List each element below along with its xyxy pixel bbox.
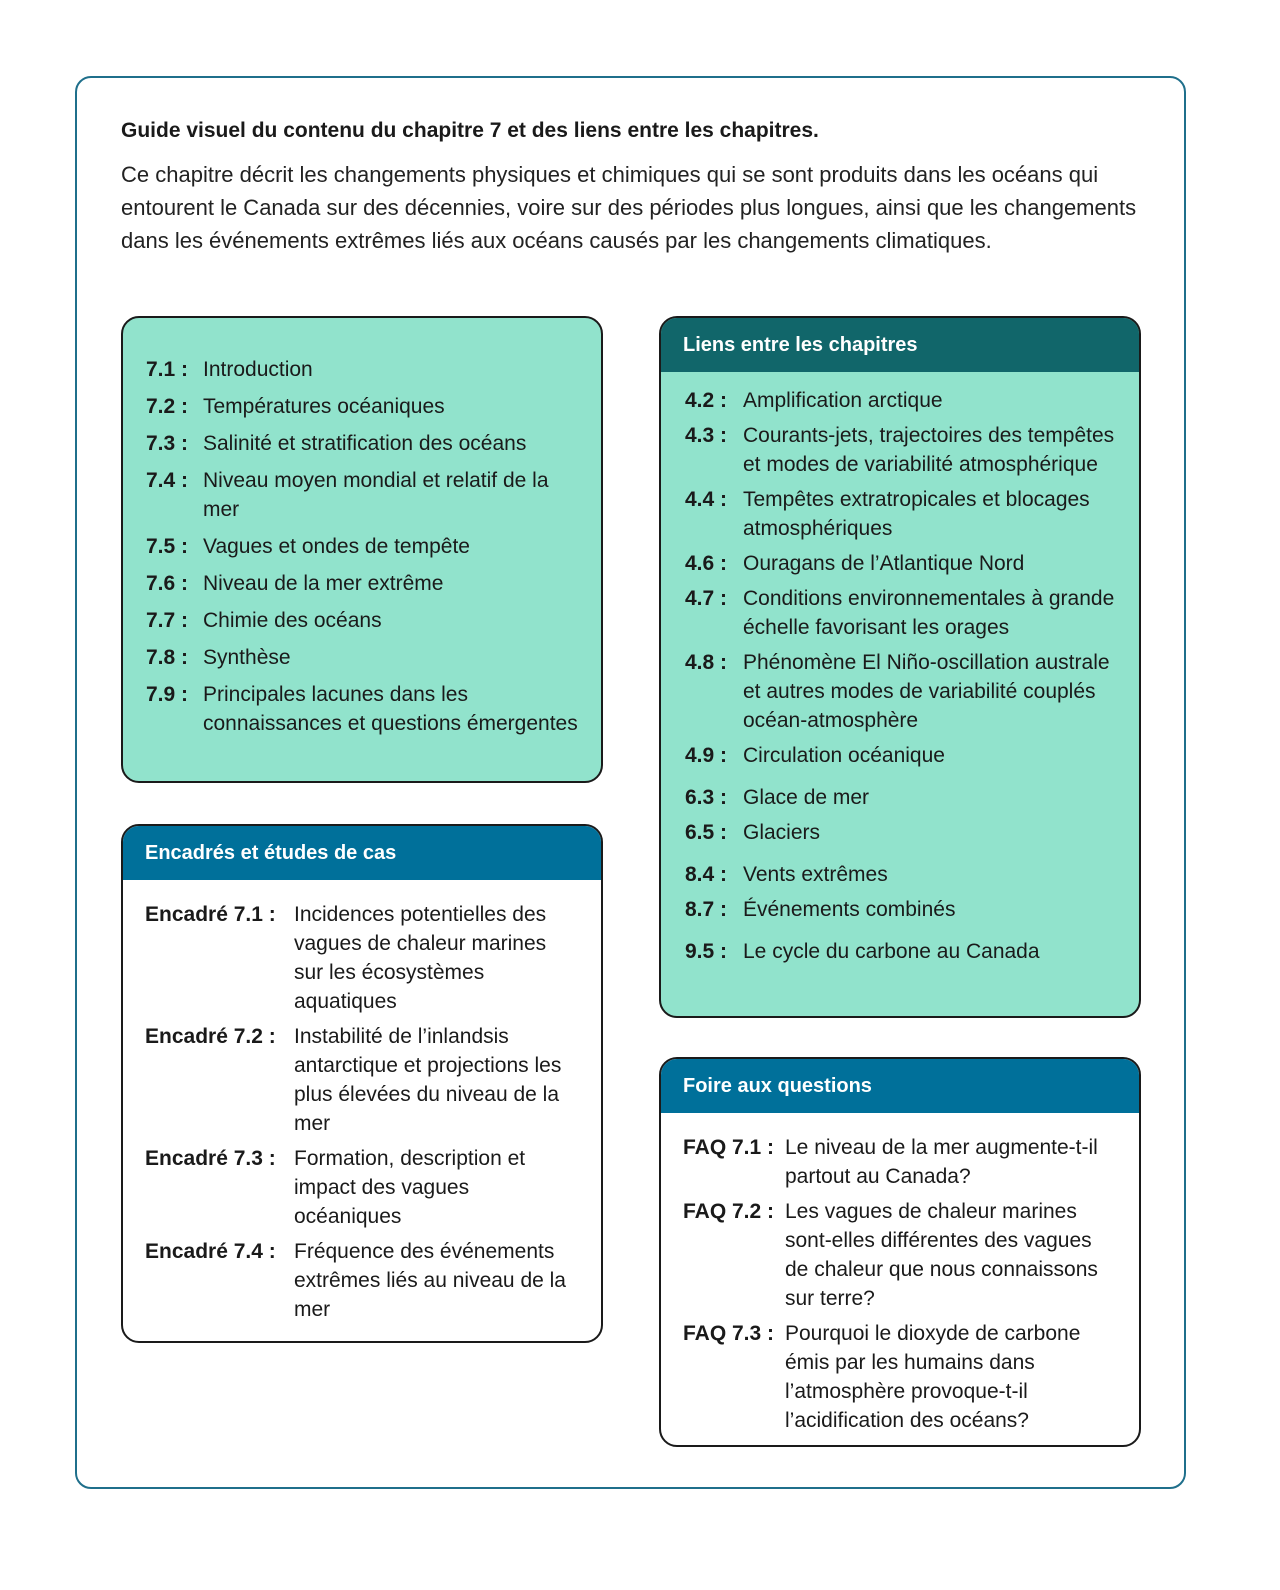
link-title: Amplification arctique — [743, 389, 943, 412]
section-title: Niveau de la mer extrême — [203, 572, 444, 595]
chapter-section-item[interactable] — [146, 392, 581, 421]
link-number: 4.4 : — [685, 488, 728, 511]
chapter-links-box — [659, 316, 1141, 1018]
chapter-section-item[interactable] — [146, 606, 581, 635]
chapter-section-item[interactable] — [146, 429, 581, 458]
section-number: 7.1 : — [146, 358, 189, 381]
faq-heading: Foire aux questions — [661, 1059, 1139, 1113]
faq-box — [659, 1057, 1141, 1447]
section-number: 7.3 : — [146, 432, 189, 455]
faq-question: Le niveau de la mer augmente-t-il partout au Canada? — [785, 1136, 1098, 1188]
case-studies-box — [121, 824, 603, 1343]
section-number: 7.7 : — [146, 609, 189, 632]
link-number: 4.6 : — [685, 552, 728, 575]
page-title: Guide visuel du contenu du chapitre 7 et des liens entre les chapitres. — [121, 119, 819, 142]
section-number: 7.9 : — [146, 683, 189, 706]
case-study-item[interactable] — [145, 1022, 581, 1138]
case-study-title: Fréquence des événements extrêmes liés au niveau de la mer — [294, 1240, 566, 1321]
link-number: 6.3 : — [685, 786, 728, 809]
section-title: Salinité et stratification des océans — [203, 432, 527, 455]
link-number: 4.7 : — [685, 587, 728, 610]
chapter-link-item[interactable] — [685, 421, 1125, 479]
link-number: 4.8 : — [685, 651, 728, 674]
chapter-links-heading: Liens entre les chapitres — [661, 318, 1139, 372]
link-title: Circulation océanique — [743, 744, 945, 767]
link-number: 8.4 : — [685, 863, 728, 886]
link-title: Glace de mer — [743, 786, 870, 809]
link-title: Ouragans de l’Atlantique Nord — [743, 552, 1025, 575]
section-title: Chimie des océans — [203, 609, 382, 632]
chapter-section-item[interactable] — [146, 355, 581, 384]
chapter-link-item[interactable] — [685, 648, 1125, 735]
chapter-contents-box — [121, 316, 603, 783]
chapter-section-item[interactable] — [146, 569, 581, 598]
faq-item[interactable] — [683, 1133, 1119, 1191]
case-study-number: Encadré 7.1 : — [145, 903, 276, 926]
section-title: Principales lacunes dans les connaissances et questions émergentes — [203, 683, 578, 735]
chapter-link-item[interactable] — [685, 741, 1125, 770]
case-studies-heading: Encadrés et études de cas — [123, 826, 601, 880]
link-title: Événements combinés — [743, 898, 956, 921]
chapter-link-item[interactable] — [685, 783, 1125, 812]
section-title: Niveau moyen mondial et relatif de la mer — [203, 469, 549, 521]
faq-item[interactable] — [683, 1197, 1119, 1313]
link-number: 9.5 : — [685, 940, 728, 963]
faq-question: Les vagues de chaleur marines sont-elles différentes des vagues de chaleur que nous connaissons sur terre? — [785, 1200, 1098, 1310]
section-number: 7.2 : — [146, 395, 189, 418]
link-title: Le cycle du carbone au Canada — [743, 940, 1040, 963]
page-description: Ce chapitre décrit les changements physiques et chimiques qui se sont produits dans les océans qui entourent le Canada sur des décennies, voire sur des périodes plus longues, ainsi que les changements dans les événements extrêmes liés aux océans causés par les changements climatiques. — [121, 162, 1137, 253]
faq-number: FAQ 7.3 : — [683, 1322, 775, 1345]
chapter-link-item[interactable] — [685, 386, 1125, 415]
case-study-item[interactable] — [145, 1237, 581, 1324]
link-title: Glaciers — [743, 821, 821, 844]
case-study-number: Encadré 7.4 : — [145, 1240, 276, 1263]
chapter-section-item[interactable] — [146, 680, 581, 738]
chapter-link-item[interactable] — [685, 549, 1125, 578]
chapter-section-item[interactable] — [146, 466, 581, 524]
chapter-link-item[interactable] — [685, 485, 1125, 543]
section-number: 7.6 : — [146, 572, 189, 595]
section-title: Températures océaniques — [203, 395, 445, 418]
link-title: Courants-jets, trajectoires des tempêtes et modes de variabilité atmosphérique — [743, 424, 1115, 476]
chapter-link-item[interactable] — [685, 860, 1125, 889]
link-number: 4.9 : — [685, 744, 728, 767]
chapter-link-item[interactable] — [685, 937, 1125, 966]
link-title: Conditions environnementales à grande échelle favorisant les orages — [743, 587, 1115, 639]
intro — [121, 114, 1151, 257]
link-number: 8.7 : — [685, 898, 728, 921]
case-study-title: Instabilité de l’inlandsis antarctique et projections les plus élevées du niveau de la mer — [294, 1025, 562, 1135]
case-study-number: Encadré 7.2 : — [145, 1025, 276, 1048]
link-number: 6.5 : — [685, 821, 728, 844]
faq-list — [661, 1113, 1139, 1435]
link-title: Vents extrêmes — [743, 863, 888, 886]
section-number: 7.8 : — [146, 646, 189, 669]
case-studies-list — [123, 880, 601, 1324]
chapter-section-item[interactable] — [146, 643, 581, 672]
section-title: Vagues et ondes de tempête — [203, 535, 470, 558]
chapter-link-item[interactable] — [685, 584, 1125, 642]
chapter-link-item[interactable] — [685, 818, 1125, 847]
section-title: Synthèse — [203, 646, 291, 669]
section-title: Introduction — [203, 358, 313, 381]
chapter-links-list — [661, 372, 1139, 966]
case-study-item[interactable] — [145, 900, 581, 1016]
link-number: 4.3 : — [685, 424, 728, 447]
section-number: 7.5 : — [146, 535, 189, 558]
section-number: 7.4 : — [146, 469, 189, 492]
chapter-link-item[interactable] — [685, 895, 1125, 924]
case-study-number: Encadré 7.3 : — [145, 1147, 276, 1170]
link-number: 4.2 : — [685, 389, 728, 412]
chapter-sections-list — [123, 318, 601, 738]
case-study-title: Incidences potentielles des vagues de chaleur marines sur les écosystèmes aquatiques — [294, 903, 547, 1013]
case-study-title: Formation, description et impact des vagues océaniques — [294, 1147, 526, 1228]
faq-item[interactable] — [683, 1319, 1119, 1435]
case-study-item[interactable] — [145, 1144, 581, 1231]
chapter-section-item[interactable] — [146, 532, 581, 561]
faq-number: FAQ 7.2 : — [683, 1200, 775, 1223]
faq-number: FAQ 7.1 : — [683, 1136, 775, 1159]
faq-question: Pourquoi le dioxyde de carbone émis par les humains dans l’atmosphère provoque-t-il l’acidification des océans? — [785, 1322, 1081, 1432]
link-title: Tempêtes extratropicales et blocages atmosphériques — [743, 488, 1090, 540]
link-title: Phénomène El Niño-oscillation australe et autres modes de variabilité couplés océan-atmosphère — [743, 651, 1110, 732]
